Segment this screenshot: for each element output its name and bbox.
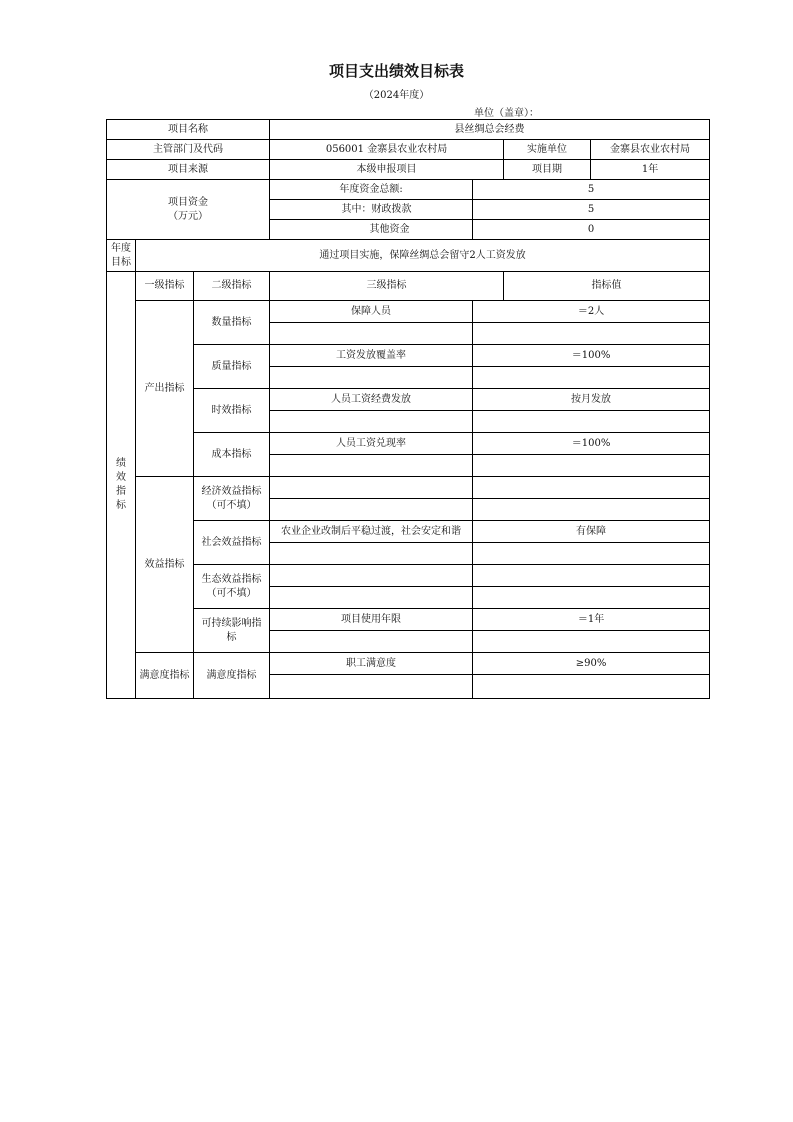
satisfaction-sub-label: 满意度指标 bbox=[194, 653, 270, 699]
col-value-header: 指标值 bbox=[504, 272, 710, 301]
economic-benefit-label: 经济效益指标 （可不填） bbox=[194, 477, 270, 521]
col-level2-header: 二级指标 bbox=[194, 272, 270, 301]
cost-indicator-label: 成本指标 bbox=[194, 433, 270, 477]
quantity-indicator-value: ＝2人 bbox=[473, 301, 710, 323]
quantity-indicator-item: 保障人员 bbox=[270, 301, 473, 323]
empty-cell bbox=[473, 499, 710, 521]
empty-cell bbox=[473, 543, 710, 565]
social-benefit-value: 有保障 bbox=[473, 521, 710, 543]
implementing-unit-label: 实施单位 bbox=[504, 140, 591, 160]
output-indicators-label: 产出指标 bbox=[136, 301, 194, 477]
empty-cell bbox=[270, 543, 473, 565]
empty-cell bbox=[473, 477, 710, 499]
annual-goal-label: 年度 目标 bbox=[107, 240, 136, 272]
empty-cell bbox=[270, 411, 473, 433]
empty-cell bbox=[473, 675, 710, 699]
ecological-benefit-label: 生态效益指标 （可不填） bbox=[194, 565, 270, 609]
project-name-value: 县丝绸总会经费 bbox=[270, 120, 710, 140]
empty-cell bbox=[473, 455, 710, 477]
year-subtitle: （2024年度） bbox=[363, 90, 430, 101]
empty-cell bbox=[270, 675, 473, 699]
empty-cell bbox=[473, 367, 710, 389]
empty-cell bbox=[270, 631, 473, 653]
other-funds-value: 0 bbox=[473, 220, 710, 240]
performance-indicators-label: 绩 效 指 标 bbox=[107, 272, 136, 699]
timeliness-indicator-label: 时效指标 bbox=[194, 389, 270, 433]
sustainability-indicator-label: 可持续影响指 标 bbox=[194, 609, 270, 653]
unit-seal-label: 单位（盖章）： bbox=[474, 108, 539, 119]
satisfaction-indicator-value: ≥90% bbox=[473, 653, 710, 675]
empty-cell bbox=[473, 587, 710, 609]
timeliness-indicator-value: 按月发放 bbox=[473, 389, 710, 411]
project-funds-label: 项目资金 （万元） bbox=[107, 180, 270, 240]
col-level1-header: 一级指标 bbox=[136, 272, 194, 301]
project-period-value: 1年 bbox=[591, 160, 710, 180]
empty-cell bbox=[473, 565, 710, 587]
social-benefit-label: 社会效益指标 bbox=[194, 521, 270, 565]
empty-cell bbox=[270, 499, 473, 521]
sustainability-indicator-item: 项目使用年限 bbox=[270, 609, 473, 631]
empty-cell bbox=[270, 323, 473, 345]
performance-target-table bbox=[106, 119, 710, 699]
satisfaction-indicator-item: 职工满意度 bbox=[270, 653, 473, 675]
empty-cell bbox=[270, 367, 473, 389]
empty-cell bbox=[270, 455, 473, 477]
fiscal-funds-label: 其中：财政拨款 bbox=[270, 200, 473, 220]
empty-cell bbox=[473, 323, 710, 345]
satisfaction-indicators-label: 满意度指标 bbox=[136, 653, 194, 699]
empty-cell bbox=[473, 411, 710, 433]
other-funds-label: 其他资金 bbox=[270, 220, 473, 240]
page-title: 项目支出绩效目标表 bbox=[328, 62, 464, 80]
fiscal-funds-value: 5 bbox=[473, 200, 710, 220]
annual-funds-total-value: 5 bbox=[473, 180, 710, 200]
implementing-unit-value: 金寨县农业农村局 bbox=[591, 140, 710, 160]
project-source-value: 本级申报项目 bbox=[270, 160, 504, 180]
social-benefit-item: 农业企业改制后平稳过渡，社会安定和谐 bbox=[270, 521, 473, 543]
empty-cell bbox=[270, 565, 473, 587]
col-level3-header: 三级指标 bbox=[270, 272, 504, 301]
cost-indicator-item: 人员工资兑现率 bbox=[270, 433, 473, 455]
empty-cell bbox=[270, 477, 473, 499]
sustainability-indicator-value: ＝1年 bbox=[473, 609, 710, 631]
quality-indicator-label: 质量指标 bbox=[194, 345, 270, 389]
empty-cell bbox=[473, 631, 710, 653]
annual-goal-text: 通过项目实施，保障丝绸总会留守2人工资发放 bbox=[136, 240, 710, 272]
empty-cell bbox=[270, 587, 473, 609]
quality-indicator-value: ＝100% bbox=[473, 345, 710, 367]
department-label: 主管部门及代码 bbox=[107, 140, 270, 160]
department-value: 056001 金寨县农业农村局 bbox=[270, 140, 504, 160]
timeliness-indicator-item: 人员工资经费发放 bbox=[270, 389, 473, 411]
benefit-indicators-label: 效益指标 bbox=[136, 477, 194, 653]
project-name-label: 项目名称 bbox=[107, 120, 270, 140]
cost-indicator-value: ＝100% bbox=[473, 433, 710, 455]
project-source-label: 项目来源 bbox=[107, 160, 270, 180]
quality-indicator-item: 工资发放覆盖率 bbox=[270, 345, 473, 367]
annual-funds-total-label: 年度资金总额: bbox=[270, 180, 473, 200]
quantity-indicator-label: 数量指标 bbox=[194, 301, 270, 345]
project-period-label: 项目期 bbox=[504, 160, 591, 180]
